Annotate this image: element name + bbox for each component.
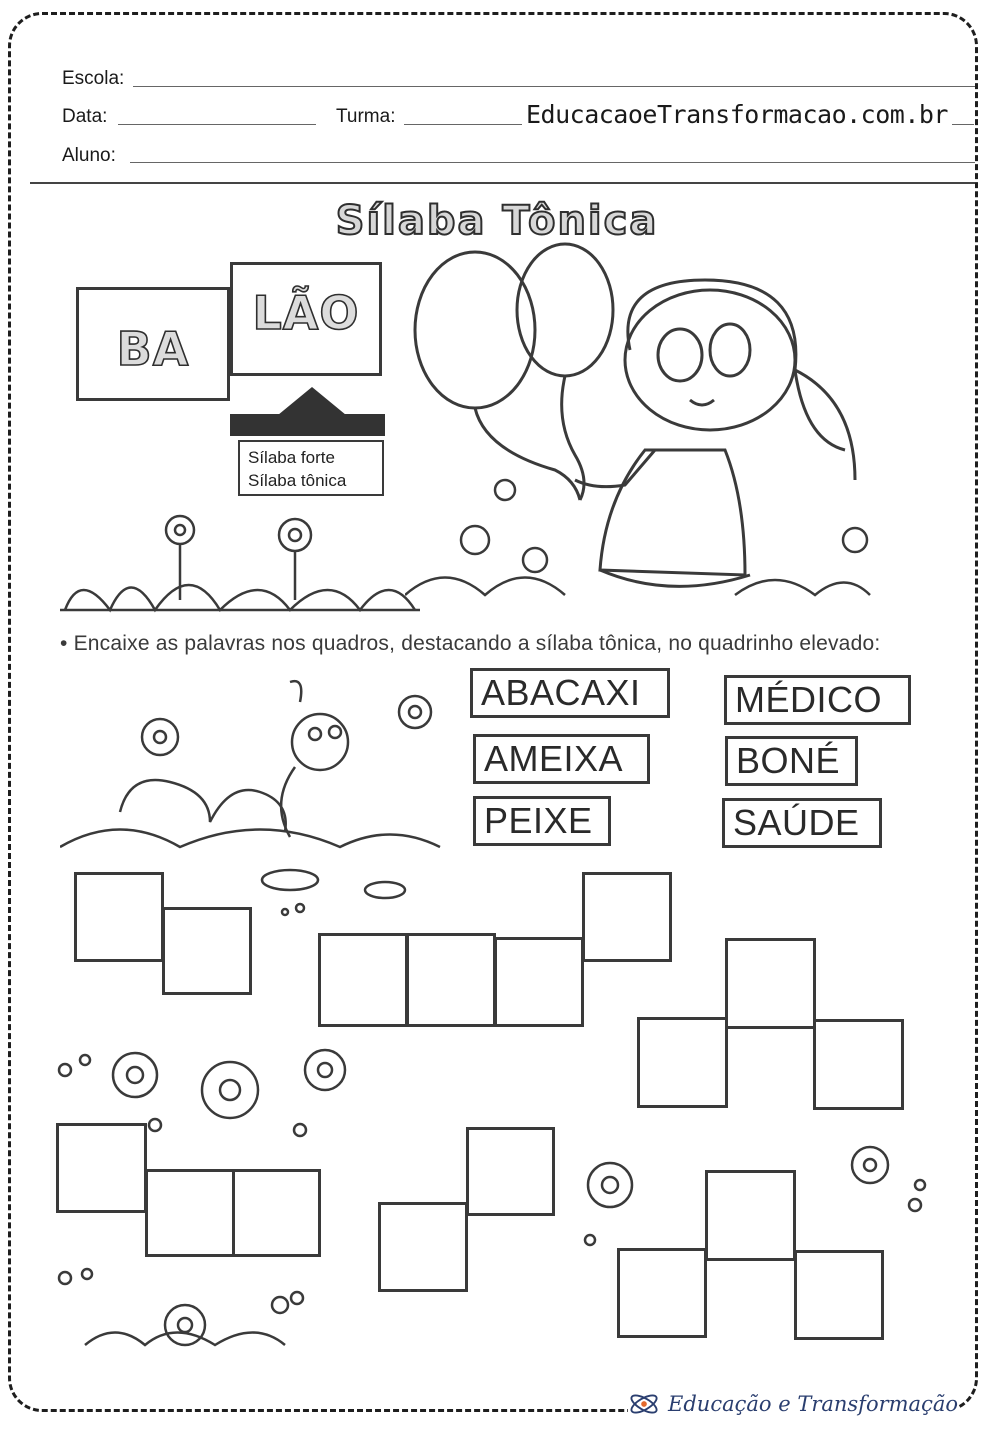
class-label: Turma:: [336, 106, 396, 127]
footer-logo: [628, 1384, 958, 1424]
tonic-label-line-2: Sílaba tônica: [248, 471, 347, 490]
site-url: EducacaoeTransformacao.com.br: [522, 100, 952, 129]
school-line: [133, 86, 975, 87]
answer-box[interactable]: [232, 1169, 321, 1257]
flowers-left-illustration: [60, 500, 420, 615]
flowers-bottom-left-illustration: [55, 1260, 335, 1360]
flower-icon: [852, 1147, 888, 1183]
answer-box-elevated[interactable]: [582, 872, 672, 962]
answer-box[interactable]: [378, 1202, 468, 1292]
flower-icon: [166, 516, 194, 544]
syllable-box-weak: BA: [76, 287, 230, 401]
flower-icon: [588, 1163, 632, 1207]
word-card: SAÚDE: [722, 798, 882, 848]
flower-icon: [399, 696, 431, 728]
flower-icon: [165, 1305, 205, 1345]
flower-icon: [202, 1062, 258, 1118]
flower-icon: [113, 1053, 157, 1097]
caterpillar-illustration: [60, 672, 460, 857]
small-cloud-doodles: [250, 860, 410, 920]
student-line: [130, 162, 975, 163]
flower-icon: [142, 719, 178, 755]
flower-icon: [279, 519, 311, 551]
answer-box[interactable]: [145, 1169, 235, 1257]
flower-icon: [305, 1050, 345, 1090]
answer-box-elevated[interactable]: [56, 1123, 147, 1213]
school-label: Escola:: [62, 68, 125, 89]
answer-box[interactable]: [406, 933, 496, 1027]
atom-logo-icon: [628, 1387, 660, 1421]
student-label: Aluno:: [62, 145, 116, 166]
page-title: Sílaba Tônica: [335, 198, 659, 244]
header-divider: [30, 182, 975, 184]
answer-box[interactable]: [617, 1248, 707, 1338]
syllable-box-tonic: LÃO: [230, 262, 382, 376]
word-card: BONÉ: [725, 736, 858, 786]
word-card: MÉDICO: [724, 675, 911, 725]
answer-box[interactable]: [162, 907, 252, 995]
word-card: AMEIXA: [473, 734, 650, 784]
answer-box[interactable]: [318, 933, 408, 1027]
word-card: PEIXE: [473, 796, 611, 846]
word-card: ABACAXI: [470, 668, 670, 718]
up-arrow-icon: [278, 387, 346, 415]
answer-box[interactable]: [794, 1250, 884, 1340]
answer-box[interactable]: [813, 1019, 904, 1110]
date-line: [118, 124, 316, 125]
footer-brand: Educação e Transformação: [668, 1392, 958, 1416]
tonic-label-line-1: Sílaba forte: [248, 448, 335, 467]
answer-box-elevated[interactable]: [725, 938, 816, 1029]
answer-box[interactable]: [637, 1017, 728, 1108]
pointer-bar: [230, 414, 385, 436]
tonic-label-box: [238, 440, 384, 496]
date-label: Data:: [62, 106, 108, 127]
answer-box-elevated[interactable]: [74, 872, 164, 962]
girl-with-balloons-illustration: [405, 240, 875, 610]
answer-box[interactable]: [494, 937, 584, 1027]
flowers-bottom-right-illustration: [560, 1130, 950, 1250]
answer-box-elevated[interactable]: [466, 1127, 555, 1216]
balloon-icon: [517, 244, 613, 376]
instruction-text: • Encaixe as palavras nos quadros, destacando a sílaba tônica, no quadrinho elevado:: [60, 632, 881, 655]
balloon-icon: [415, 252, 535, 408]
